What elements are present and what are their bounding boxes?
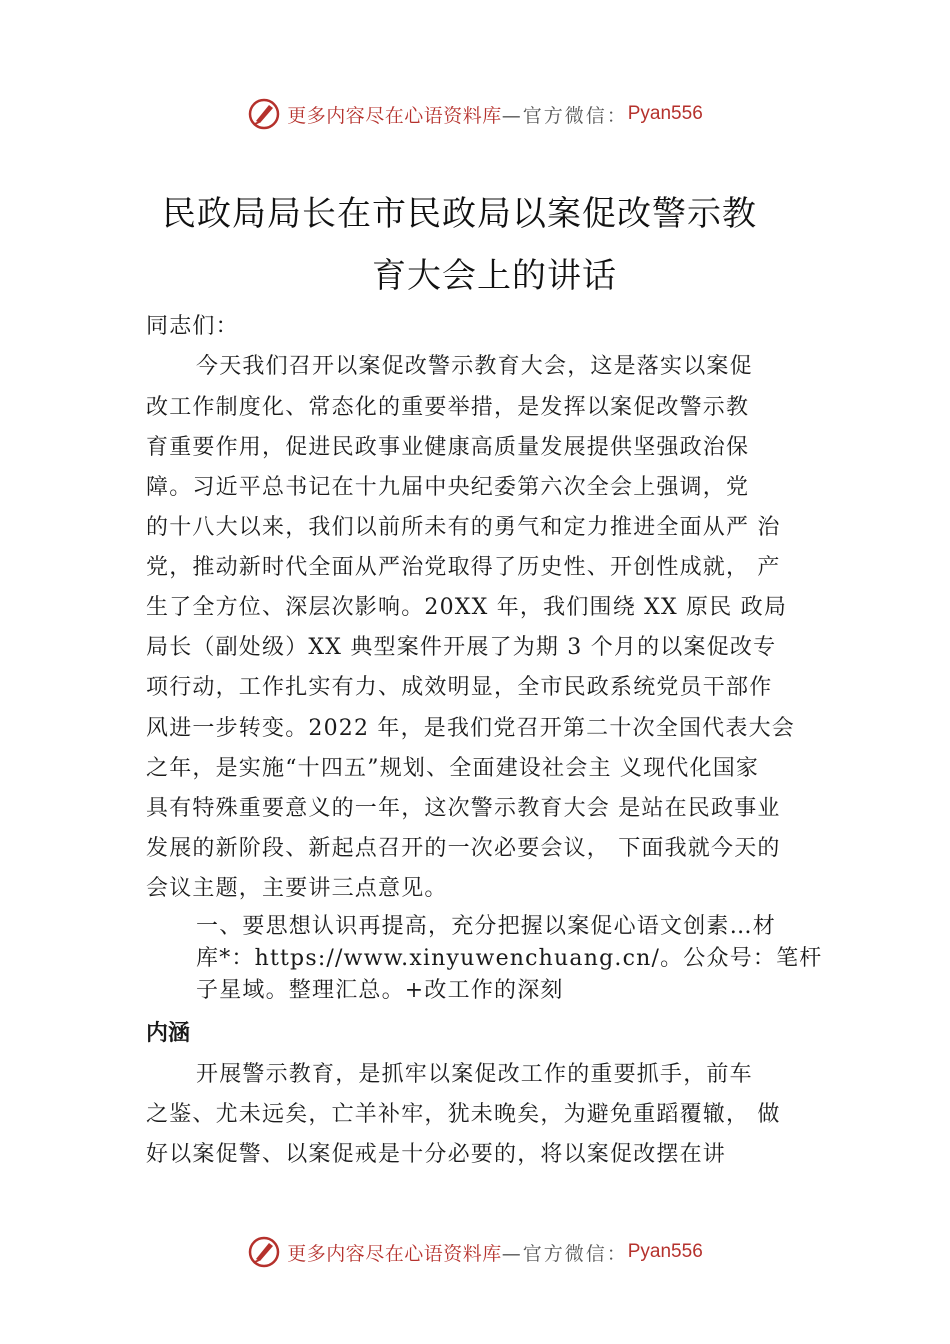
section-line: 子星域。整理汇总。+改工作的深刻 bbox=[196, 978, 564, 1003]
text-line: 今天我们召开以案促改警示教育大会，这是落实以案促 bbox=[196, 354, 753, 379]
text-line: 障。习近平总书记在十九届中央纪委第六次全会上强调，党 bbox=[146, 475, 750, 500]
text-line: 发展的新阶段、新起点召开的一次必要会议， 下面我就今天的 bbox=[146, 836, 781, 861]
text-line: 之鉴、尤未远矣，亡羊补牢，犹未晚矣，为避免重蹈覆辙， 做 bbox=[146, 1102, 781, 1127]
section-heading: 内涵 bbox=[146, 1021, 191, 1046]
logo-icon bbox=[247, 1235, 281, 1269]
text-line: 改工作制度化、常态化的重要举措，是发挥以案促改警示教 bbox=[146, 395, 750, 420]
section-line: 一、要思想认识再提高，充分把握以案促心语文创素…材 bbox=[196, 914, 777, 939]
text-line: 项行动，工作扎实有力、成效明显，全市民政系统党员干部作 bbox=[146, 675, 773, 700]
text-line: 之年，是实施“十四五”规划、全面建设社会主 义现代化国家 bbox=[146, 756, 760, 781]
banner-wechat-id: Pyan556 bbox=[627, 1241, 703, 1262]
text-line: 的十八大以来，我们以前所未有的勇气和定力推进全面从严 治 bbox=[146, 515, 781, 540]
banner-wechat-label: —官方微信： bbox=[501, 104, 628, 127]
banner-library-text: 更多内容尽在心语资料库 bbox=[287, 104, 502, 127]
text-line: 会议主题，主要讲三点意见。 bbox=[146, 876, 448, 901]
footer-banner bbox=[0, 1232, 950, 1272]
text-line: 好以案促警、以案促戒是十分必要的，将以案促改摆在讲 bbox=[146, 1142, 727, 1167]
text-line: 开展警示教育，是抓牢以案促改工作的重要抓手，前车 bbox=[196, 1062, 753, 1087]
section-line: 库*：https://www.xinyuwenchuang.cn/。公众号：笔杆 bbox=[196, 946, 823, 971]
text-line: 局长（副处级）XX 典型案件开展了为期 3 个月的以案促改专 bbox=[146, 635, 777, 660]
logo-icon bbox=[247, 97, 281, 131]
document-title-line-2: 育大会上的讲话 bbox=[372, 256, 617, 296]
text-line: 党，推动新时代全面从严治党取得了历史性、开创性成就， 产 bbox=[146, 555, 781, 580]
text-line: 风进一步转变。2022 年，是我们党召开第二十次全国代表大会 bbox=[146, 716, 795, 741]
banner-wechat-id: Pyan556 bbox=[627, 103, 703, 124]
banner-wechat-label: —官方微信： bbox=[501, 1242, 628, 1265]
text-line: 具有特殊重要意义的一年，这次警示教育大会 是站在民政事业 bbox=[146, 796, 781, 821]
text-line: 育重要作用，促进民政事业健康高质量发展提供坚强政治保 bbox=[146, 435, 750, 460]
document-title-line-1: 民政局局长在市民政局以案促改警示教 bbox=[162, 194, 757, 234]
header-banner bbox=[0, 94, 950, 134]
salutation: 同志们： bbox=[146, 314, 239, 339]
banner-library-text: 更多内容尽在心语资料库 bbox=[287, 1242, 502, 1265]
text-line: 生了全方位、深层次影响。20XX 年，我们围绕 XX 原民 政局 bbox=[146, 595, 788, 620]
